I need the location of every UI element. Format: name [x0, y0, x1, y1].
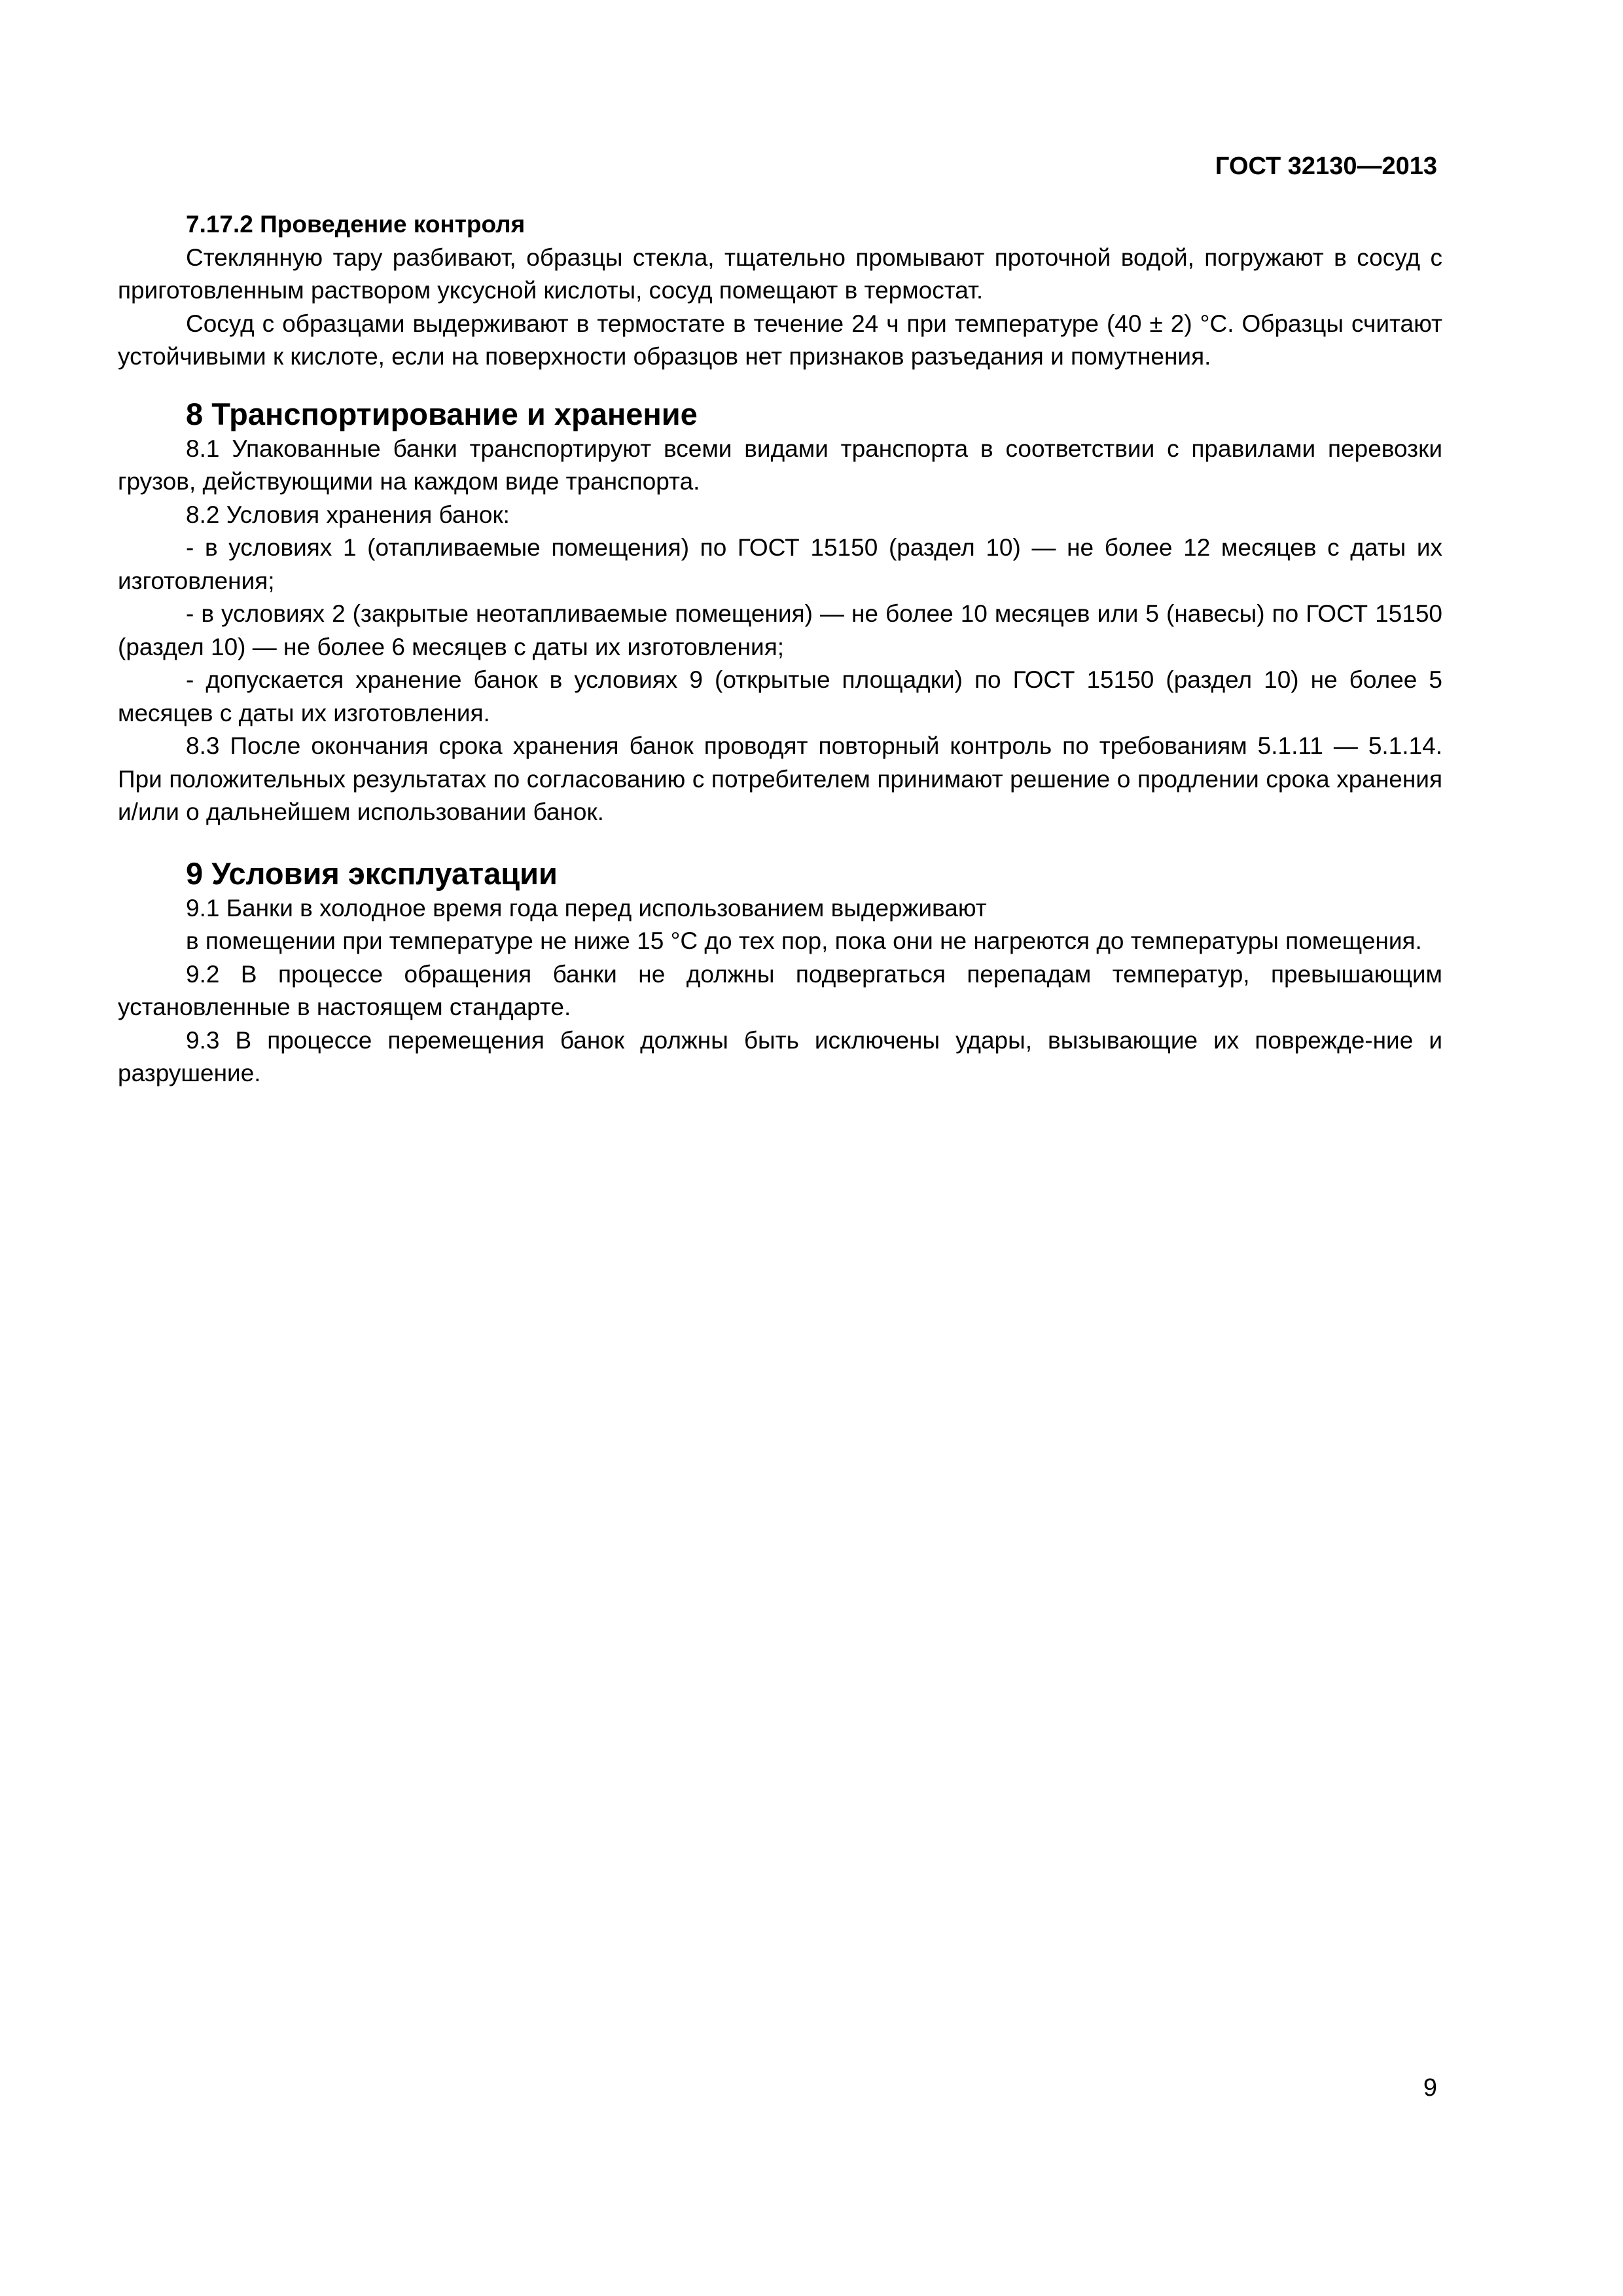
- document-body: [118, 208, 1442, 1090]
- paragraph-8-3: 8.3 После окончания срока хранения банок проводят повторный контроль по требованиям 5.1.11 — 5.1.14. При положительных результатах по согласованию с потребителем принимают решение о продлении срока хранения и/или о дальнейшем использовании банок.: [118, 732, 1442, 825]
- paragraph-7-17-2-a: Стеклянную тару разбивают, образцы стекла, тщательно промывают проточной водой, погружают в сосуд с приготовленным раствором уксусной кислоты, сосуд помещают в термостат.: [118, 243, 1442, 304]
- paragraph-8-2: 8.2 Условия хранения банок:: [186, 501, 510, 528]
- paragraph-9-1-first-line: 9.1 Банки в холодное время года перед использованием выдерживают: [186, 894, 987, 922]
- list-item-storage-condition-1: - в условиях 1 (отапливаемые помещения) по ГОСТ 15150 (раздел 10) — не более 12 месяцев с даты их изготовления;: [118, 534, 1442, 594]
- subsection-title-7-17-2: 7.17.2 Проведение контроля: [186, 211, 526, 238]
- section-title-8: 8 Транспортирование и хранение: [186, 396, 698, 431]
- paragraph-9-2: 9.2 В процессе обращения банки не должны подвергаться перепадам температур, превышающим установленные в настоящем стандарте.: [118, 960, 1442, 1020]
- list-item-storage-condition-9: - допускается хранение банок в условиях 9 (открытые площадки) по ГОСТ 15150 (раздел 10) не более 5 месяцев с даты их изготовления.: [118, 666, 1442, 726]
- paragraph-9-1-continuation: в помещении при температуре не ниже 15 °С до тех пор, пока они не нагреются до температуры помещения.: [186, 927, 1422, 954]
- page-number: 9: [1423, 2074, 1437, 2102]
- list-item-storage-condition-2: - в условиях 2 (закрытые неотапливаемые помещения) — не более 10 месяцев или 5 (навесы) по ГОСТ 15150 (раздел 10) — не более 6 месяцев с даты их изготовления;: [118, 600, 1442, 660]
- standard-designation: ГОСТ 32130—2013: [1215, 152, 1437, 180]
- paragraph-9-3: 9.3 В процессе перемещения банок должны быть исключены удары, вызывающие их поврежде-ние и разрушение.: [118, 1026, 1442, 1086]
- paragraph-8-1: 8.1 Упакованные банки транспортируют всеми видами транспорта в соответствии с правилами перевозки грузов, действующими на каждом виде транспорта.: [118, 435, 1442, 495]
- paragraph-7-17-2-b: Сосуд с образцами выдерживают в термостате в течение 24 ч при температуре (40 ± 2) °С. Образцы считают устойчивыми к кислоте, если на поверхности образцов нет признаков разъедания и помутнения.: [118, 310, 1442, 370]
- section-title-9: 9 Условия эксплуатации: [186, 855, 558, 891]
